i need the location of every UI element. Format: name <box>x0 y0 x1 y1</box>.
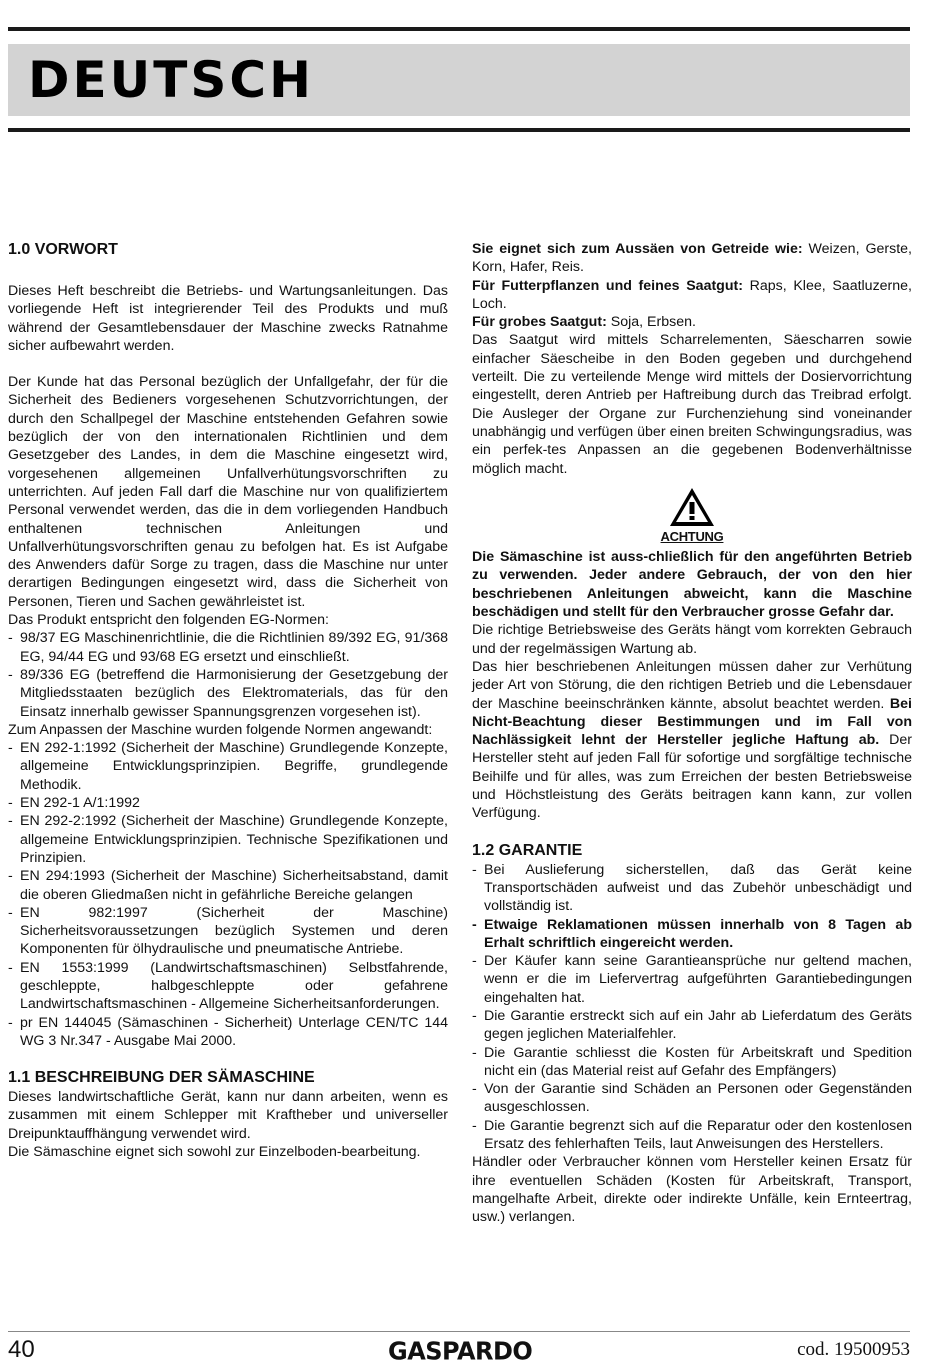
en-norms-list <box>8 739 448 1050</box>
paragraph-text: Der Hersteller steht auf jeden Fall für sofortige und sorgfältige technische Beihilfe und für alles, was zum Erreichen der besten Betriebsweise und Höchstleistung des Geräts beitragen kann kann, zur vollen Verfügung. <box>472 732 912 822</box>
page-title: DEUTSCH <box>28 51 314 109</box>
right-column <box>472 240 912 1227</box>
list-item: - EN 294:1993 (Sicherheit der Maschine) Sicherheitsabstand, damit die oberen Gliedmaßen nicht in gefährliche Bereiche gelangen <box>8 867 448 904</box>
document-code: cod. 19500953 <box>797 1339 910 1360</box>
warning-block <box>472 486 912 546</box>
paragraph <box>472 658 912 823</box>
bold-text: Bei Nicht-Beachtung dieser Bestimmungen und im Fall von Nachlässigkeit lehnt der Hersteller jegliche Haftung ab. <box>472 695 912 749</box>
paragraph-text: Raps, Klee, Saatluzerne, Loch. <box>472 277 912 312</box>
list-item: - Von der Garantie sind Schäden an Personen oder Gegenständen ausgeschlossen. <box>472 1080 912 1117</box>
paragraph: Das Produkt entspricht den folgenden EG-Normen: <box>8 612 329 629</box>
list-item: - Die Garantie erstreckt sich auf ein Jahr ab Lieferdatum des Geräts gegen jeglichen Materialfehler. <box>472 1007 912 1044</box>
list-item: - Bei Auslieferung sicherstellen, daß das Gerät keine Transportschäden aufweist und das Zubehör unbeschädigt und vollständig ist. <box>472 861 912 916</box>
list-item: - Die Garantie schliesst die Kosten für Arbeitskraft und Spedition nicht ein (das Material reist auf Gefahr des Empfängers) <box>472 1044 912 1081</box>
list-item: - Der Käufer kann seine Garantieansprüche nur geltend machen, wenn er die im Liefervertrag aufgeführten Garantiebedingungen eingehalten hat. <box>472 952 912 1007</box>
paragraph: Dieses landwirtschaftliche Gerät, kann nur dann arbeiten, wenn es zusammen mit einem Schlepper mit Kraftheber und universeller Dreipunktauffhängung verwendet wird. <box>8 1089 448 1142</box>
page-number: 40 <box>8 1336 35 1363</box>
garantie-list <box>472 861 912 1154</box>
bold-warning-text: Die Sämaschine ist auss-chließlich für den angeführten Betrieb zu verwenden. Jeder andere Gebrauch, der von den hier beschriebenen Anleitungen abweicht, kann die Maschine beschädigen und stellt für den Verbraucher grosse Gefahr dar. <box>472 549 912 621</box>
paragraph-text: Soja, Erbsen. <box>606 314 696 331</box>
list-item: - pr EN 144045 (Sämaschinen - Sicherheit) Unterlage CEN/TC 144 WG 3 Nr.347 - Ausgabe Mai 2000. <box>8 1014 448 1051</box>
bold-lead: Für grobes Saatgut: <box>472 314 607 331</box>
paragraph <box>472 240 912 277</box>
paragraph-text: Weizen, Gerste, Korn, Hafer, Reis. <box>472 241 912 276</box>
paragraph: Händler oder Verbraucher können vom Hersteller keinen Ersatz für ihre eventuellen Schäden (Kosten für Arbeitskraft, Transport, mangelhafte Arbeit, direkte oder indirekte Unfälle, kein Ernteertrag, usw.) verlangen. <box>472 1154 912 1226</box>
header-bottom-rule <box>8 128 910 132</box>
list-item: - EN 982:1997 (Sicherheit der Maschine) Sicherheitsvoraussetzungen bezüglich Systemen und deren Komponenten für ölhydraulische und pneumatische Antriebe. <box>8 904 448 959</box>
paragraph <box>472 548 912 621</box>
list-item: - 89/336 EG (betreffend die Harmonisierung der Gesetzgebung der Mitgliedsstaaten bezüglich des Elektromaterials, das für den Einsatz innerhalb gewisser Spannungsgrenzen vorgesehen ist). <box>8 666 448 721</box>
section-title-garantie: 1.2 GARANTIE <box>472 841 583 859</box>
section-title-vorwort: 1.0 VORWORT <box>8 241 118 258</box>
footer-rule <box>8 1331 910 1332</box>
warning-triangle-icon <box>668 486 716 528</box>
brand-logo: GASPARDO <box>388 1336 533 1366</box>
section-title-beschreibung: 1.1 BESCHREIBUNG DER SÄMASCHINE <box>8 1069 315 1087</box>
list-item: - EN 292-2:1992 (Sicherheit der Maschine) Grundlegende Konzepte, allgemeine Entwicklungsprinzipien. Technische Spezifikationen und Prinzipien. <box>8 812 448 867</box>
paragraph <box>472 277 912 314</box>
warning-label: ACHTUNG <box>660 528 724 544</box>
paragraph: Das Saatgut wird mittels Scharrelementen, Säescharren sowie einfacher Säescheibe in den Boden gegeben und durchgehend verteilt. Die zu verteilende Menge wird mittels der Dosiervorrichtung eingestellt, deren Antrieb per Haftreibung durch das Treibrad erfolgt. Die Ausleger der Organe zur Furchenziehung sind voneinander unabhängig und verfügen über einen breiten Schwingungsradius, was ein perfek-tes Anpassen an die gegebenen Bodenverhältnisse möglich macht. <box>472 332 912 477</box>
paragraph-text: Das hier beschriebenen Anleitungen müssen daher zur Verhütung jeder Art von Störung, die den richtigen Betrieb und die Lebensdauer der Maschine beeinschränken kännte, absolut beachtet werden. <box>472 658 912 712</box>
list-item: - Etwaige Reklamationen müssen innerhalb von 8 Tagen ab Erhalt schriftlich eingereicht werden. <box>472 916 912 953</box>
list-item: - EN 292-1 A/1:1992 <box>8 794 448 812</box>
paragraph <box>472 313 912 331</box>
header-band <box>8 44 910 116</box>
paragraph: Die richtige Betriebsweise des Geräts hängt vom korrekten Gebrauch und der regelmässigen Wartung ab. <box>472 622 912 657</box>
paragraph: Dieses Heft beschreibt die Betriebs- und Wartungsanleitungen. Das vorliegende Heft ist integrierender Teil des Produkts und muß während der Gesamtlebensdauer der Maschine zwecks Ratnahme sicher aufbewahrt werden. <box>8 283 448 354</box>
left-column <box>8 240 448 1161</box>
list-item: - 98/37 EG Maschinenrichtlinie, die die Richtlinien 89/392 EG, 91/368 EG, 94/44 EG und 93/68 EG ersetzt und einschließt. <box>8 629 448 666</box>
paragraph: Zum Anpassen der Maschine wurden folgende Normen angewandt: <box>8 721 433 738</box>
paragraph: Die Sämaschine eignet sich sowohl zur Einzelboden-bearbeitung. <box>8 1144 421 1161</box>
paragraph: Der Kunde hat das Personal bezüglich der Unfallgefahr, der für die Sicherheit des Bedieners vorgesehenen Schutzvorrichtungen, der durch den Schallpegel der Maschine entstehenden Gefahren sowie bezüglich der von den internationalen Richtlinien und dem Gesetzgeber des Landes, in dem die Maschine eingesetzt wird, vorgesehenen allgemeinen Unfallverhütungsvorschriften zu unterrichten. Auf jeden Fall darf die Maschine nur von qualifiziertem Personal verwendet werden, das die in dem vorliegenden Handbuch enthaltenen technischen Anleitungen und Unfallverhütungsvorschriften genau zu befolgen hat. Es ist Aufgabe des Anwenders dafür Sorge zu tragen, dass die Maschine nur unter derartigen Bedingungen eingesetzt wird, dass die Sicherheit von Personen, Tieren und Sachen gewährleistet ist. <box>8 374 448 610</box>
list-item: - EN 292-1:1992 (Sicherheit der Maschine) Grundlegende Konzepte, allgemeine Entwicklungsprinzipien. Begriffe, grundlegende Methodik. <box>8 739 448 794</box>
list-item: - EN 1553:1999 (Landwirtschaftsmaschinen) Selbstfahrende, geschleppte, halbgeschleppte oder gefahrene Landwirtschaftsmaschinen - Allgemeine Sicherheitsanforderungen. <box>8 959 448 1014</box>
header-top-rule <box>8 27 910 31</box>
bold-lead: Für Futterpflanzen und feines Saatgut: <box>472 277 743 294</box>
eg-norms-list <box>8 629 448 720</box>
list-item: - Die Garantie begrenzt sich auf die Reparatur oder den kostenlosen Ersatz des fehlerhaften Teils, laut Anweisungen des Herstellers. <box>472 1117 912 1154</box>
bold-lead: Sie eignet sich zum Aussäen von Getreide wie: <box>472 241 803 257</box>
